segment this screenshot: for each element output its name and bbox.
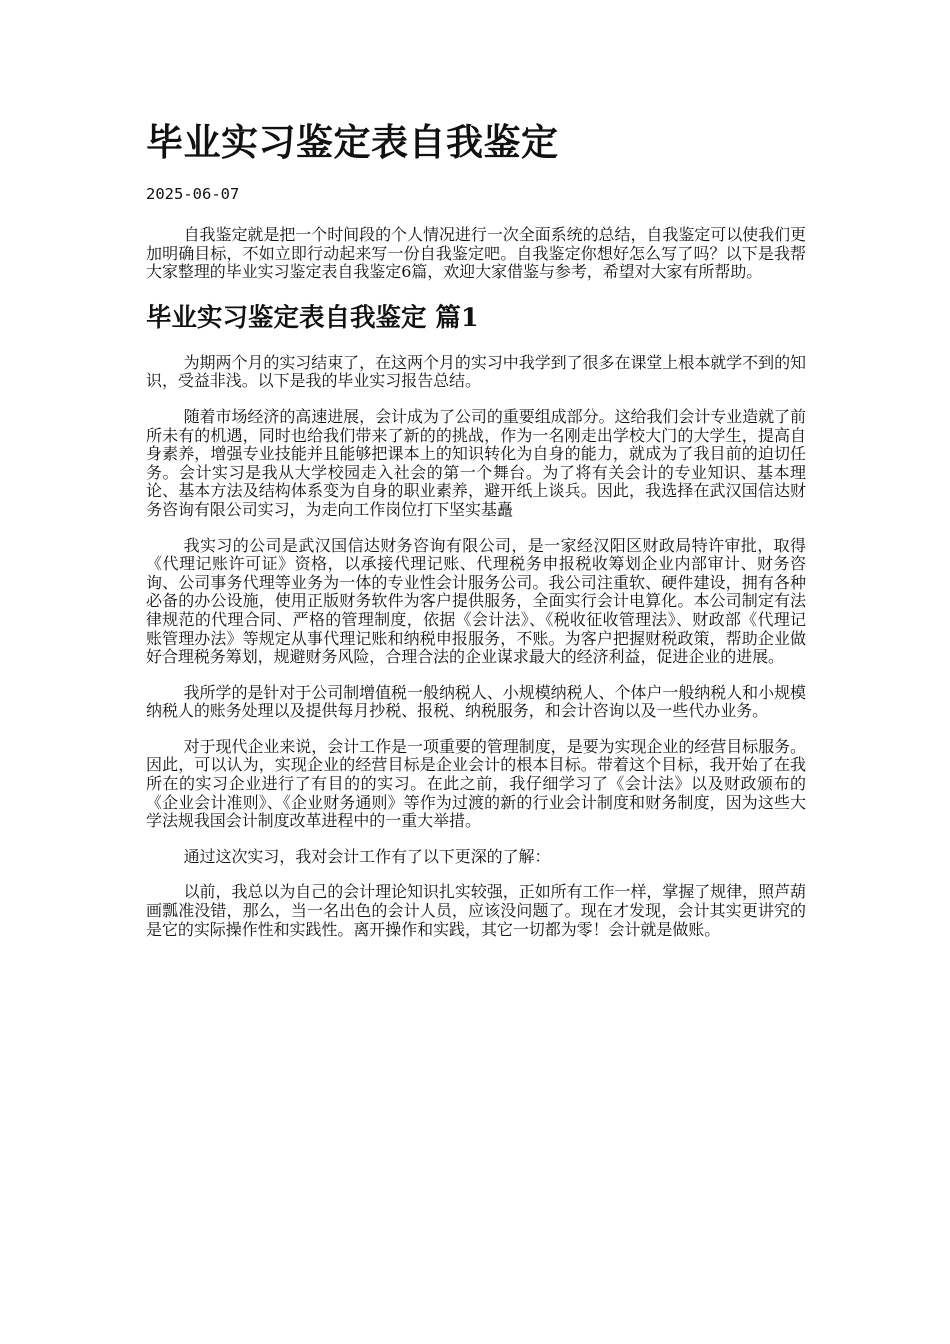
page-title: 毕业实习鉴定表自我鉴定 <box>146 120 559 164</box>
body-paragraph: 为期两个月的实习结束了，在这两个月的实习中我学到了很多在课堂上根本就学不到的知识，受益非浅。以下是我的毕业实习报告总结。 <box>146 352 806 391</box>
publish-date: 2025-06-07 <box>146 185 240 203</box>
article-body <box>146 226 806 956</box>
body-paragraph: 通过这次实习，我对会计工作有了以下更深的了解： <box>183 846 551 866</box>
body-paragraph: 以前，我总以为自己的会计理论知识扎实较强，正如所有工作一样，掌握了规律，照芦葫画瓢准没错，那么，当一名出色的会计人员，应该没问题了。现在才发现，会计其实更讲究的是它的实际操作性和实践性。离开操作和实践，其它一切都为零！会计就是做账。 <box>146 882 806 939</box>
body-paragraph: 我实习的公司是武汉国信达财务咨询有限公司，是一家经汉阳区财政局特许审批，取得《代理记账许可证》资格，以承接代理记账、代理税务申报税收筹划企业内部审计、财务咨询、公司事务代理等业务为一体的专业性会计服务公司。我公司注重软、硬件建设，拥有各种必备的办公设施，使用正版财务软件为客户提供服务，全面实行会计电算化。本公司制定有法律规范的代理合同、严格的管理制度，依据《会计法》、《税收征收管理法》、财政部《代理记账管理办法》等规定从事代理记账和纳税申报服务，不账。为客户把握财税政策，帮助企业做好合理税务筹划，规避财务风险，合理合法的企业谋求最大的经济利益，促进企业的进展。 <box>146 535 806 667</box>
section-heading: 毕业实习鉴定表自我鉴定 篇1 <box>146 302 479 333</box>
body-paragraph: 随着市场经济的高速进展，会计成为了公司的重要组成部分。这给我们会计专业造就了前所未有的机遇，同时也给我们带来了新的的挑战，作为一名刚走出学校大门的大学生，提高自身素养，增强专业技能并且能够把课本上的知识转化为自身的能力，就成为了我目前的迫切任务。会计实习是我从大学校园走入社会的第一个舞台。为了将有关会计的专业知识、基本理论、基本方法及结构体系变为自身的职业素养，避开纸上谈兵。因此，我选择在武汉国信达财务咨询有限公司实习，为走向工作岗位打下坚实基矗 <box>146 406 806 519</box>
intro-paragraph: 自我鉴定就是把一个时间段的个人情况进行一次全面系统的总结，自我鉴定可以使我们更加明确目标，不如立即行动起来写一份自我鉴定吧。自我鉴定你想好怎么写了吗？以下是我帮大家整理的毕业实习鉴定表自我鉴定6篇，欢迎大家借鉴与参考，希望对大家有所帮助。 <box>146 225 806 282</box>
body-paragraph: 我所学的是针对于公司制增值税一般纳税人、小规模纳税人、个体户一般纳税人和小规模纳税人的账务处理以及提供每月抄税、报税、纳税服务，和会计咨询以及一些代办业务。 <box>146 682 806 721</box>
body-paragraph: 对于现代企业来说，会计工作是一项重要的管理制度，是要为实现企业的经营目标服务。因此，可以认为，实现企业的经营目标是企业会计的根本目标。带着这个目标，我开始了在我所在的实习企业进行了有目的的实习。在此之前，我仔细学习了《会计法》以及财政颁布的《企业会计准则》、《企业财务通则》等作为过渡的新的行业会计制度和财务制度，因为这些大学法规我国会计制度改革进程中的一重大举措。 <box>146 736 806 831</box>
